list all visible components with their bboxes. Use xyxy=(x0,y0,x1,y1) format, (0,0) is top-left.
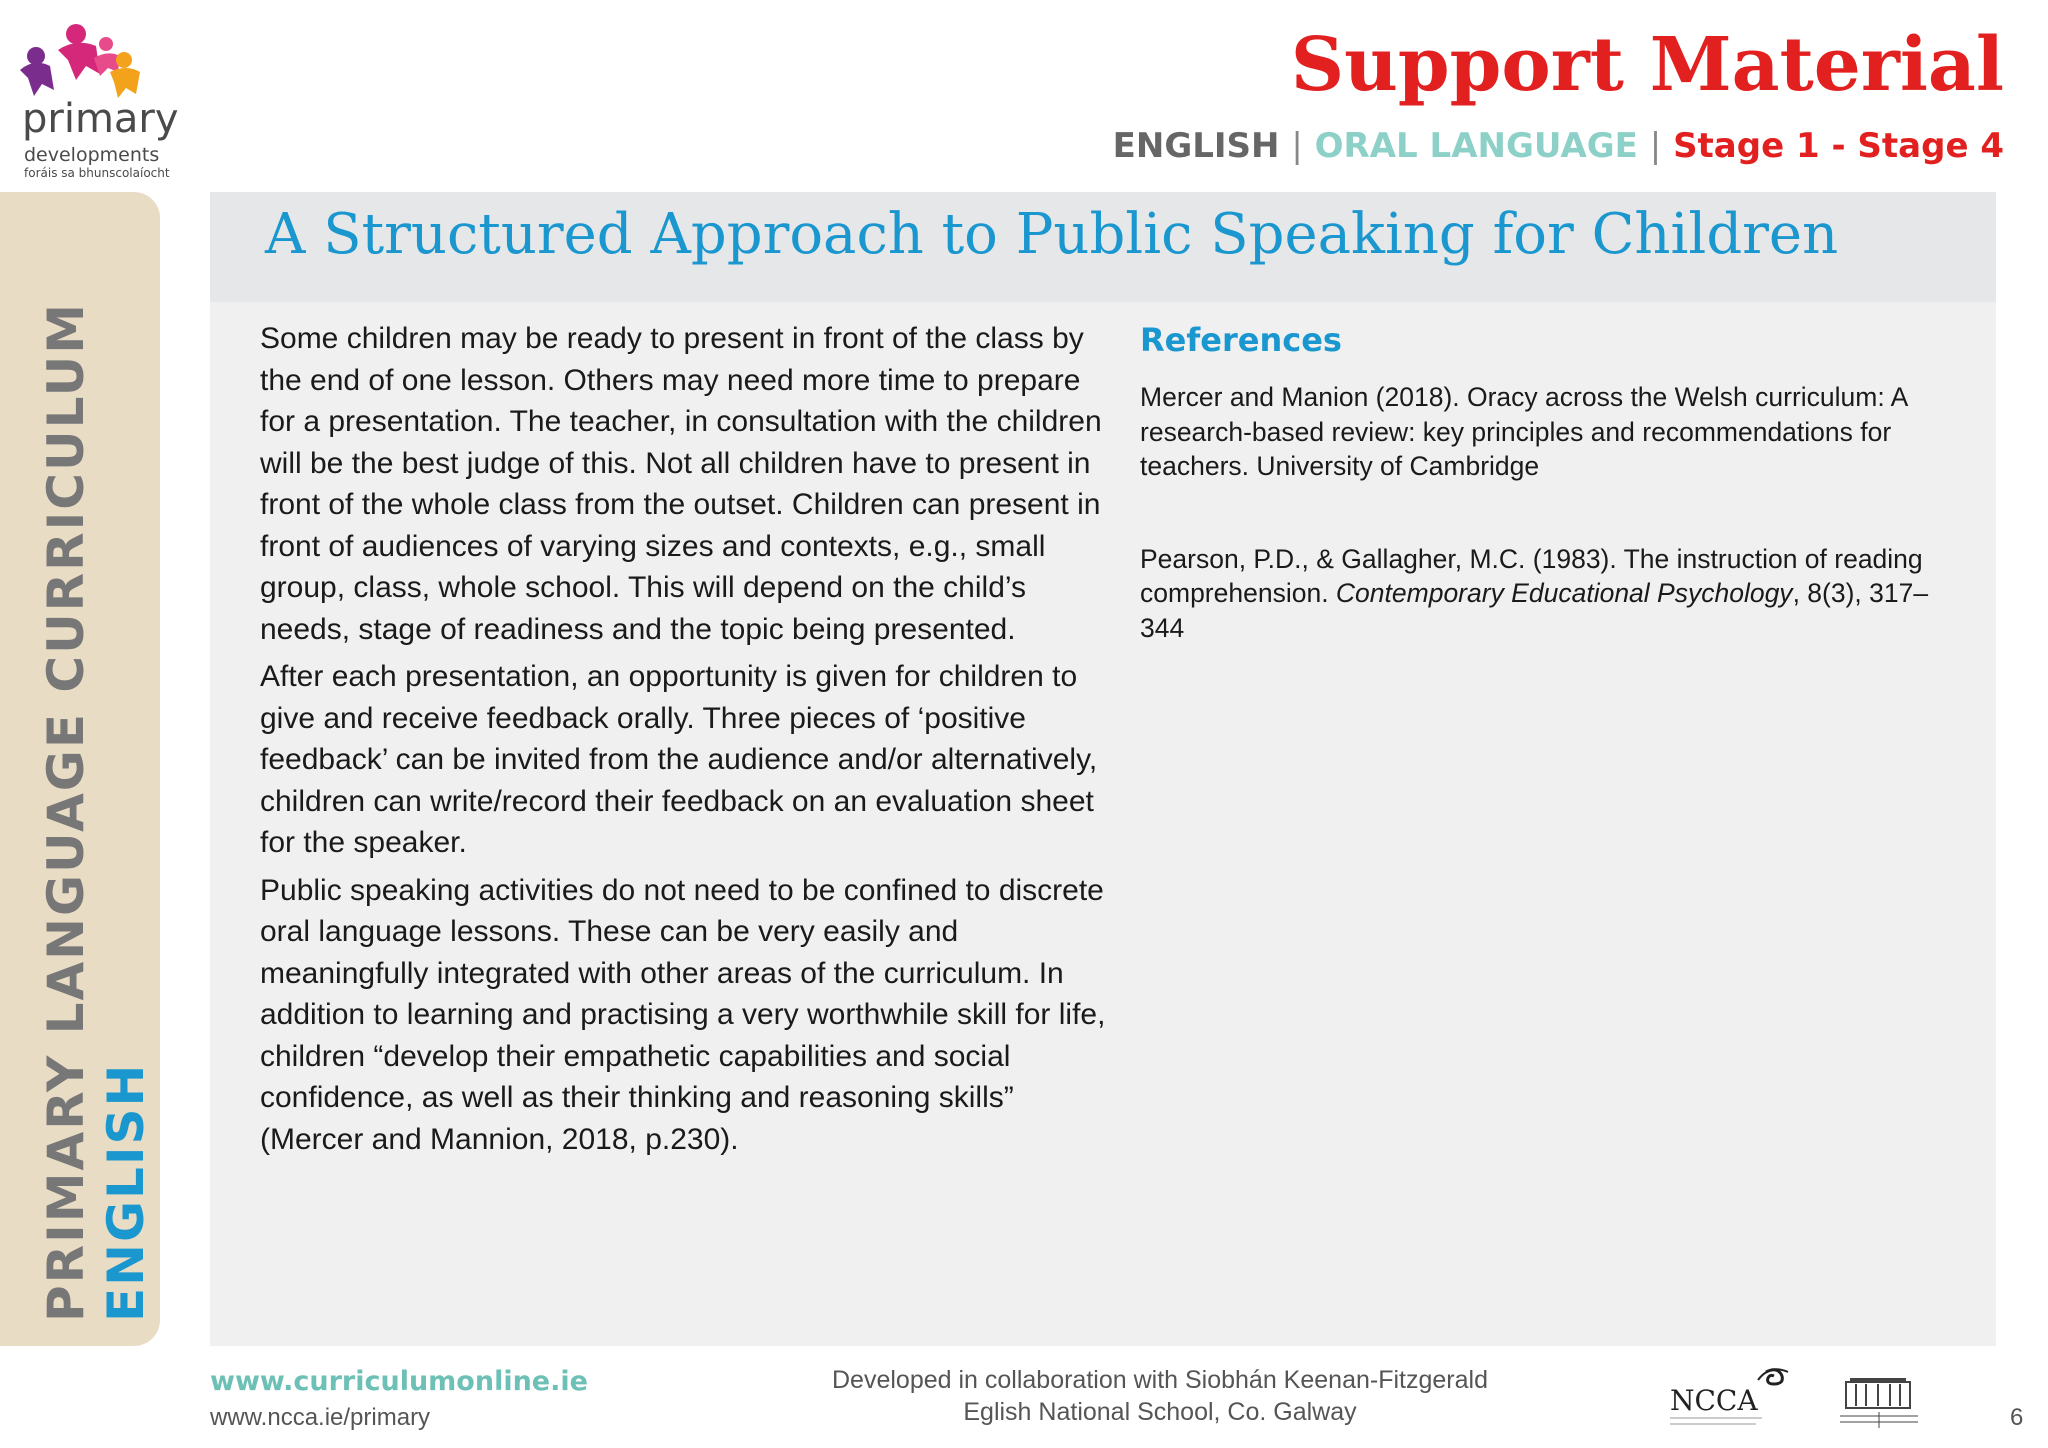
credit-line: Eglish National School, Co. Galway xyxy=(963,1398,1357,1426)
support-material-heading: Support Material xyxy=(1290,22,2004,108)
body-paragraph: After each presentation, an opportunity is given for children to give and receive feedback orally. Three pieces of ‘positive feedback’ can be invited from the audience and/or alternatively, children can write/record their feedback on an evaluation sheet for the speaker. xyxy=(260,660,1098,859)
page-title: A Structured Approach to Public Speaking for Children xyxy=(265,202,1839,267)
sidebar-curriculum-label: PRIMARY LANGUAGE CURRICULUM xyxy=(37,301,95,1322)
body-paragraph: Public speaking activities do not need to be confined to discrete oral language lessons. These can be very easily and meaningfully integrated with other areas of the curriculum. In addition to learning and practising a very worthwhile skill for life, children “develop their empathetic capabilities and social confidence, as well as their thinking and reasoning skills” (Mercer and Mannion, 2018, p.230). xyxy=(260,873,1106,1156)
breadcrumb xyxy=(1113,126,2004,166)
breadcrumb-stage: Stage 1 - Stage 4 xyxy=(1673,126,2004,166)
breadcrumb-separator: | xyxy=(1291,126,1303,166)
reference-details: , 8(3), 317–344 xyxy=(1140,578,1929,643)
department-of-education-logo xyxy=(1832,1370,1926,1432)
logo-figures-icon xyxy=(14,14,194,104)
curriculum-sidebar xyxy=(0,192,160,1346)
curriculumonline-link[interactable]: www.curriculumonline.ie xyxy=(210,1366,588,1397)
reference-item: Mercer and Manion (2018). Oracy across the Welsh curriculum: A research-based review: key principles and recommendations for teachers. University of Cambridge xyxy=(1140,382,1907,481)
logo-wordmark: primary xyxy=(22,96,179,142)
ncca-logo xyxy=(1666,1362,1796,1432)
breadcrumb-separator: | xyxy=(1649,126,1662,166)
title-band xyxy=(210,192,1996,302)
sidebar-subject-label: ENGLISH xyxy=(97,1062,155,1322)
logo-tagline: developments xyxy=(24,144,160,166)
collaboration-credit xyxy=(700,1364,1620,1428)
logo-tagline-irish: foráis sa bhunscolaíocht xyxy=(24,166,170,180)
page-number: 6 xyxy=(2010,1404,2024,1431)
government-building-icon xyxy=(1832,1370,1926,1432)
body-paragraph: Some children may be ready to present in front of the class by the end of one lesson. Others may need more time to prepare for a presentation. The teacher, in consultation with the children will be the best judge of this. Not all children have to present in front of the whole class from the outset. Children can present in front of audiences of varying sizes and contexts, e.g., small group, class, whole school. This will depend on the child’s needs, stage of readiness and the topic being presented. xyxy=(260,322,1102,646)
ncca-wordmark: NCCA xyxy=(1670,1384,1758,1417)
credit-line: Developed in collaboration with Siobhán Keenan-Fitzgerald xyxy=(832,1366,1488,1394)
references-heading: References xyxy=(1140,321,1342,359)
breadcrumb-subject: ENGLISH xyxy=(1112,126,1280,166)
reference-journal: Contemporary Educational Psychology xyxy=(1335,578,1793,608)
reference-item xyxy=(1140,542,1970,646)
primary-developments-logo xyxy=(14,14,194,180)
ncca-primary-link[interactable]: www.ncca.ie/primary xyxy=(210,1404,431,1431)
references-section xyxy=(1140,318,1970,703)
sidebar-vertical-label xyxy=(36,302,156,1322)
breadcrumb-strand: ORAL LANGUAGE xyxy=(1314,126,1638,166)
body-text xyxy=(260,318,1110,1166)
reference-text: Pearson, P.D., & Gallagher, M.C. (1983). The instruction of reading comprehension. xyxy=(1140,543,1923,608)
